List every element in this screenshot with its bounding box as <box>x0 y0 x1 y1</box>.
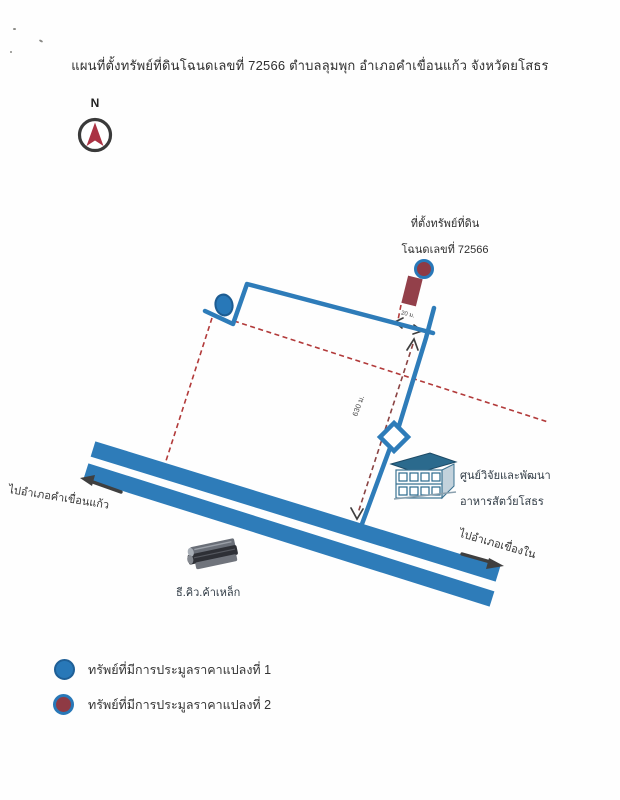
site-label-line2: โฉนดเลขที่ 72566 <box>401 244 489 256</box>
compass-icon <box>80 120 111 151</box>
distance-20-label: 20 ม. <box>400 310 416 320</box>
research-center-label-line1: ศูนย์วิจัยและพัฒนา <box>460 470 551 482</box>
research-center-label-line2: อาหารสัตว์ยโสธร <box>460 496 544 508</box>
legend-label-parcel-2: ทรัพย์ที่มีการประมูลราคาแปลงที่ 2 <box>88 698 272 712</box>
steel-shop-label: ธี.คิว.ค้าเหล็ก <box>176 587 241 599</box>
dashed-line-west-boundary <box>165 318 212 464</box>
property-boundary-line <box>205 284 433 333</box>
road-destination-west-label: ไปอำเภอคำเขื่อนแก้ว <box>7 483 110 512</box>
legend-marker-parcel-1 <box>54 659 75 680</box>
steel-shop-icon <box>185 538 240 571</box>
legend-label-parcel-1: ทรัพย์ที่มีการประมูลราคาแปลงที่ 1 <box>88 663 272 677</box>
page-title: แผนที่ตั้งทรัพย์ที่ดินโฉนดเลขที่ 72566 ตำบลลุมพุก อำเภอคำเขื่อนแก้ว จังหวัดยโสธร <box>71 58 549 73</box>
road-junction-diamond <box>380 423 408 451</box>
parcel-1-marker <box>214 293 235 317</box>
compass-north-label: N <box>90 96 100 110</box>
road-destination-east-label: ไปอำเภอเขื่องใน <box>457 527 537 562</box>
research-center-building-icon <box>391 453 456 499</box>
parcel-2-marker <box>401 261 432 307</box>
legend-marker-parcel-2 <box>53 694 74 715</box>
dashed-line-cross-parcel <box>234 321 548 422</box>
distance-630-label: 630 ม. <box>350 394 367 418</box>
site-label-line1: ที่ตั้งทรัพย์ที่ดิน <box>410 218 480 230</box>
